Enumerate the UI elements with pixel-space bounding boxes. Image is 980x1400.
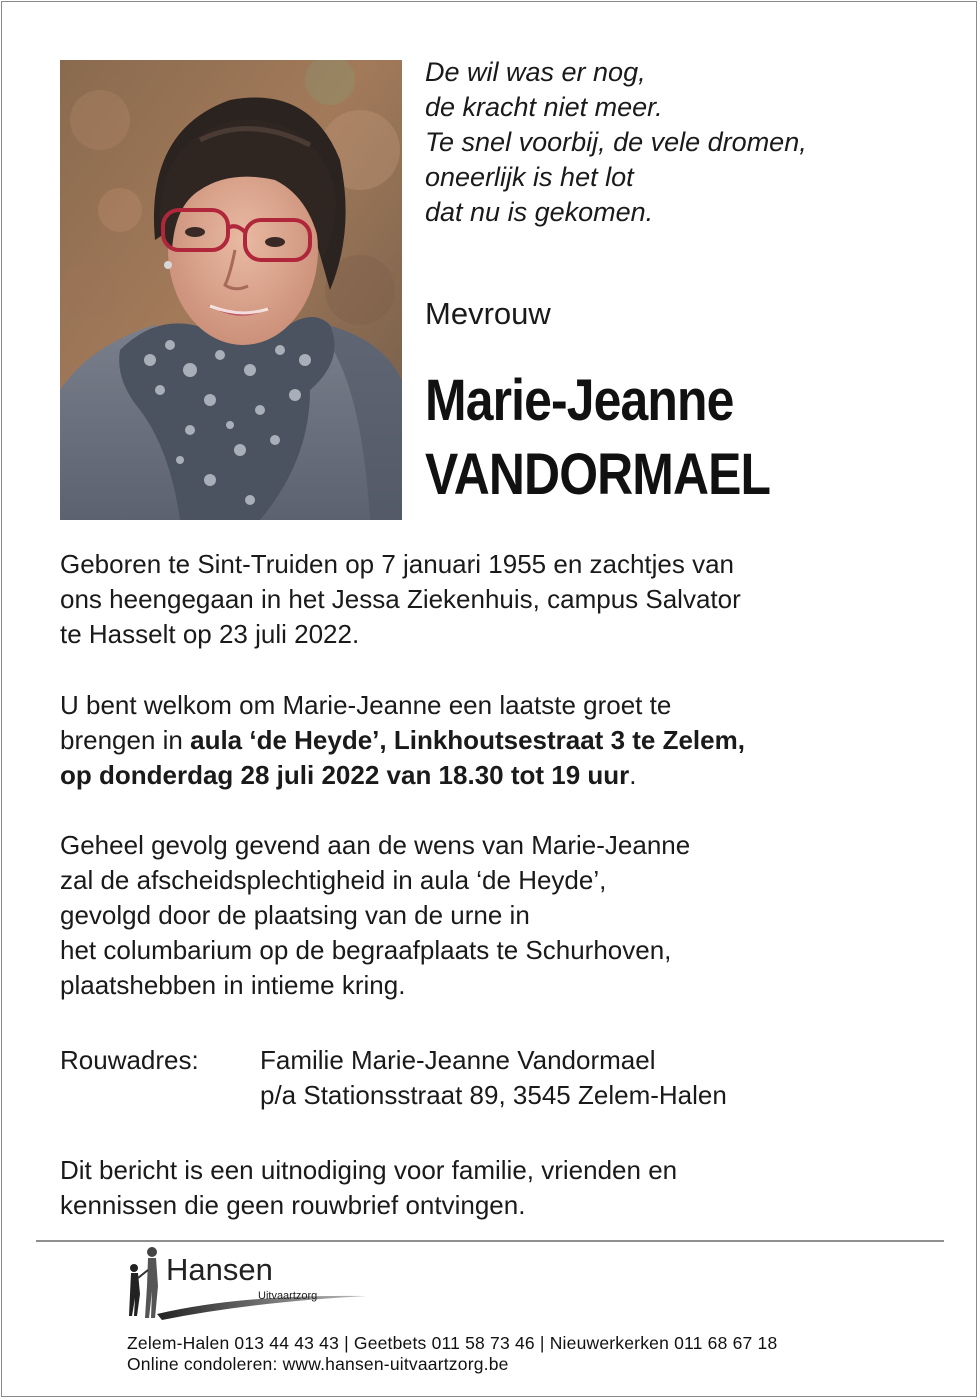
paragraph-line: Geboren te Sint-Truiden op 7 januari 1955 en zachtjes van	[60, 549, 735, 579]
paragraph-line: Geheel gevolg gevend aan de wens van Marie-Jeanne	[60, 830, 691, 860]
salutation: Mevrouw	[425, 296, 551, 331]
poem-line: de kracht niet meer.	[425, 92, 663, 122]
funeral-home-subtitle: Uitvaartzorg	[258, 1290, 318, 1302]
visitation-location: aula ‘de Heyde’, Linkhoutsestraat 3 te Zelem,	[190, 725, 745, 755]
last-name: VANDORMAEL	[425, 442, 771, 507]
website: Online condoleren: www.hansen-uitvaartzorg.be	[127, 1354, 509, 1374]
paragraph-line: Dit bericht is een uitnodiging voor familie, vrienden en	[60, 1155, 678, 1185]
paragraph-line: zal de afscheidsplechtigheid in aula ‘de Heyde’,	[60, 865, 607, 895]
paragraph-line: ons heengegaan in het Jessa Ziekenhuis, campus Salvator	[60, 584, 741, 614]
paragraph-line: het columbarium op de begraafplaats te Schurhoven,	[60, 935, 672, 965]
poem-line: dat nu is gekomen.	[425, 197, 654, 227]
deceased-name	[425, 364, 770, 512]
paragraph-line	[60, 723, 940, 758]
paragraph-line: kennissen die geen rouwbrief ontvingen.	[60, 1190, 526, 1220]
address-line: Familie Marie-Jeanne Vandormael	[260, 1045, 656, 1075]
paragraph-line: plaatshebben in intieme kring.	[60, 970, 406, 1000]
mourning-address-label: Rouwadres:	[60, 1045, 199, 1075]
funeral-home-name: Hansen	[166, 1252, 273, 1287]
paragraph-line: gevolgd door de plaatsing van de urne in	[60, 900, 530, 930]
phone-numbers: Zelem-Halen 013 44 43 43 | Geetbets 011 58 73 46 | Nieuwerkerken 011 68 67 18	[127, 1333, 778, 1353]
address-line: p/a Stationsstraat 89, 3545 Zelem-Halen	[260, 1080, 727, 1110]
mourning-address-lines	[260, 1043, 727, 1113]
poem-line: oneerlijk is het lot	[425, 162, 634, 192]
paragraph-line: te Hasselt op 23 juli 2022.	[60, 619, 360, 649]
visitation-text: brengen in	[60, 725, 191, 755]
paragraph-line: U bent welkom om Marie-Jeanne een laatste groet te	[60, 690, 672, 720]
poem	[425, 55, 945, 230]
ceremony-paragraph	[60, 828, 940, 1003]
invitation-note	[60, 1153, 940, 1223]
portrait-photo	[60, 60, 402, 520]
paragraph-line	[60, 758, 940, 793]
birth-paragraph	[60, 547, 940, 652]
first-name: Marie-Jeanne	[425, 368, 734, 433]
contact-info	[127, 1333, 777, 1375]
visitation-period: .	[629, 760, 637, 790]
poem-line: Te snel voorbij, de vele dromen,	[425, 127, 807, 157]
divider	[36, 1240, 944, 1242]
visitation-datetime: op donderdag 28 juli 2022 van 18.30 tot 19 uur	[60, 760, 630, 790]
poem-line: De wil was er nog,	[425, 57, 646, 87]
visitation-paragraph	[60, 688, 940, 793]
